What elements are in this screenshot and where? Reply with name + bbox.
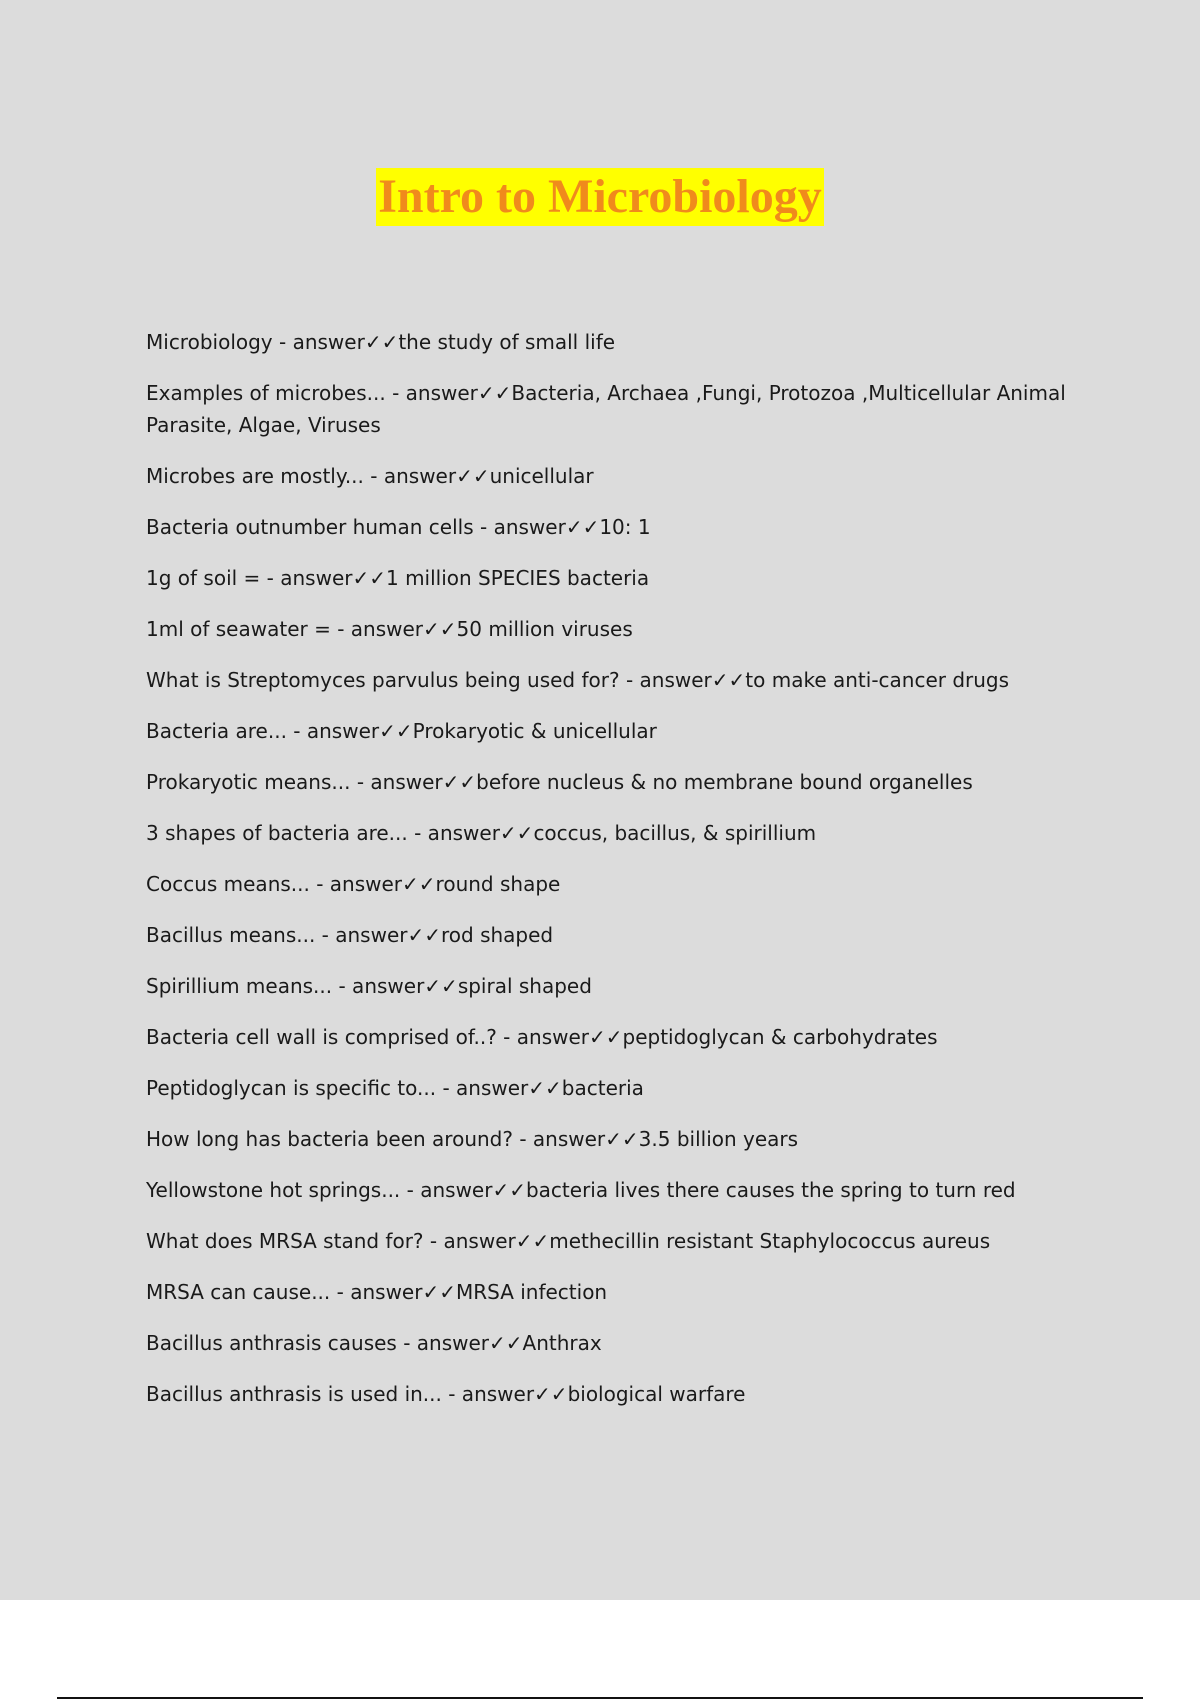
check-mark-icon: ✓✓ — [379, 719, 413, 743]
question-text: Bacteria are... — [146, 719, 287, 743]
check-mark-icon: ✓✓ — [423, 617, 457, 641]
qa-item — [146, 1378, 1086, 1410]
answer-text: bacteria — [561, 1076, 644, 1100]
check-mark-icon: ✓✓ — [442, 770, 477, 794]
answer-text: Anthrax — [522, 1331, 602, 1355]
answer-separator: - answer — [332, 974, 425, 998]
answer-separator: - answer — [496, 1025, 589, 1049]
footer-divider — [57, 1697, 1143, 1699]
question-text: Bacillus means... — [146, 923, 316, 947]
answer-separator: - answer — [473, 515, 566, 539]
answer-text: the study of small life — [398, 330, 616, 354]
answer-separator: - answer — [385, 381, 478, 405]
answer-text: peptidoglycan & carbohydrates — [622, 1025, 938, 1049]
qa-list — [146, 326, 1086, 1429]
answer-separator: - answer — [407, 821, 500, 845]
check-mark-icon: ✓✓ — [352, 566, 386, 590]
answer-text: Bacteria, Archaea ,Fungi, Protozoa ,Multicellular Animal Parasite, Algae, Viruses — [146, 381, 1066, 437]
qa-item — [146, 919, 1086, 951]
question-text: 3 shapes of bacteria are... — [146, 821, 408, 845]
question-text: Bacteria cell wall is comprised of..? — [146, 1025, 497, 1049]
answer-text: biological warfare — [567, 1382, 746, 1406]
qa-item — [146, 377, 1086, 441]
question-text: Microbiology — [146, 330, 273, 354]
question-text: Microbes are mostly... — [146, 464, 364, 488]
check-mark-icon: ✓✓ — [515, 1229, 550, 1253]
check-mark-icon: ✓✓ — [492, 1178, 526, 1202]
qa-item — [146, 613, 1086, 645]
qa-item — [146, 1072, 1086, 1104]
question-text: Yellowstone hot springs... — [146, 1178, 401, 1202]
question-text: MRSA can cause... — [146, 1280, 331, 1304]
answer-separator: - answer — [400, 1178, 493, 1202]
answer-text: MRSA infection — [455, 1280, 608, 1304]
check-mark-icon: ✓✓ — [499, 821, 534, 845]
qa-item — [146, 460, 1086, 492]
question-text: Spirillium means... — [146, 974, 333, 998]
answer-separator: - answer — [436, 1076, 529, 1100]
check-mark-icon: ✓✓ — [528, 1076, 562, 1100]
answer-text: 50 million viruses — [456, 617, 633, 641]
answer-separator: - answer — [309, 872, 403, 896]
answer-separator: - answer — [441, 1382, 535, 1406]
question-text: 1ml of seawater = — [146, 617, 331, 641]
answer-text: bacteria lives there causes the spring to turn red — [525, 1178, 1016, 1202]
answer-separator: - answer — [619, 668, 712, 692]
check-mark-icon: ✓✓ — [422, 1280, 456, 1304]
answer-separator: - answer — [260, 566, 353, 590]
answer-text: 3.5 billion years — [638, 1127, 799, 1151]
qa-item — [146, 1327, 1086, 1359]
answer-text: unicellular — [489, 464, 594, 488]
qa-item — [146, 511, 1086, 543]
qa-item — [146, 970, 1086, 1002]
question-text: Bacillus anthrasis causes — [146, 1331, 397, 1355]
answer-text: to make anti-cancer drugs — [745, 668, 1010, 692]
answer-separator: - answer — [286, 719, 380, 743]
check-mark-icon: ✓✓ — [424, 974, 458, 998]
answer-text: Prokaryotic & unicellular — [412, 719, 657, 743]
check-mark-icon: ✓✓ — [402, 872, 436, 896]
question-text: Bacillus anthrasis is used in... — [146, 1382, 442, 1406]
question-text: 1g of soil = — [146, 566, 261, 590]
question-text: Examples of microbes... — [146, 381, 386, 405]
qa-item — [146, 326, 1086, 358]
answer-separator: - answer — [350, 770, 443, 794]
check-mark-icon: ✓✓ — [477, 381, 512, 405]
answer-separator: - answer — [512, 1127, 606, 1151]
check-mark-icon: ✓✓ — [489, 1331, 523, 1355]
qa-item — [146, 766, 1086, 798]
qa-item — [146, 817, 1086, 849]
check-mark-icon: ✓✓ — [565, 515, 600, 539]
check-mark-icon: ✓✓ — [605, 1127, 639, 1151]
qa-item — [146, 1123, 1086, 1155]
answer-text: 10: 1 — [599, 515, 651, 539]
question-text: How long has bacteria been around? — [146, 1127, 513, 1151]
question-text: Prokaryotic means... — [146, 770, 351, 794]
question-text: Coccus means... — [146, 872, 310, 896]
check-mark-icon: ✓✓ — [534, 1382, 568, 1406]
answer-separator: - answer — [363, 464, 457, 488]
answer-separator: - answer — [330, 617, 424, 641]
question-text: What does MRSA stand for? — [146, 1229, 424, 1253]
document-title: Intro to Microbiology — [376, 168, 824, 226]
answer-text: before nucleus & no membrane bound organelles — [476, 770, 973, 794]
check-mark-icon: ✓✓ — [589, 1025, 623, 1049]
answer-text: 1 million SPECIES bacteria — [385, 566, 650, 590]
check-mark-icon: ✓✓ — [364, 330, 399, 354]
qa-item — [146, 1225, 1086, 1257]
question-text: Peptidoglycan is specific to... — [146, 1076, 437, 1100]
answer-separator: - answer — [272, 330, 365, 354]
qa-item — [146, 1276, 1086, 1308]
answer-separator: - answer — [315, 923, 408, 947]
answer-text: spiral shaped — [457, 974, 592, 998]
answer-text: methecillin resistant Staphylococcus aureus — [549, 1229, 991, 1253]
question-text: What is Streptomyces parvulus being used for? — [146, 668, 620, 692]
question-text: Bacteria outnumber human cells — [146, 515, 474, 539]
qa-item — [146, 1021, 1086, 1053]
check-mark-icon: ✓✓ — [456, 464, 490, 488]
qa-item — [146, 868, 1086, 900]
answer-separator: - answer — [330, 1280, 423, 1304]
qa-item — [146, 715, 1086, 747]
answer-separator: - answer — [396, 1331, 490, 1355]
answer-text: coccus, bacillus, & spirillium — [533, 821, 817, 845]
check-mark-icon: ✓✓ — [407, 923, 441, 947]
title-container — [0, 168, 1200, 226]
qa-item — [146, 562, 1086, 594]
answer-text: rod shaped — [441, 923, 554, 947]
check-mark-icon: ✓✓ — [711, 668, 746, 692]
qa-item — [146, 664, 1086, 696]
answer-text: round shape — [435, 872, 561, 896]
qa-item — [146, 1174, 1086, 1206]
answer-separator: - answer — [423, 1229, 516, 1253]
